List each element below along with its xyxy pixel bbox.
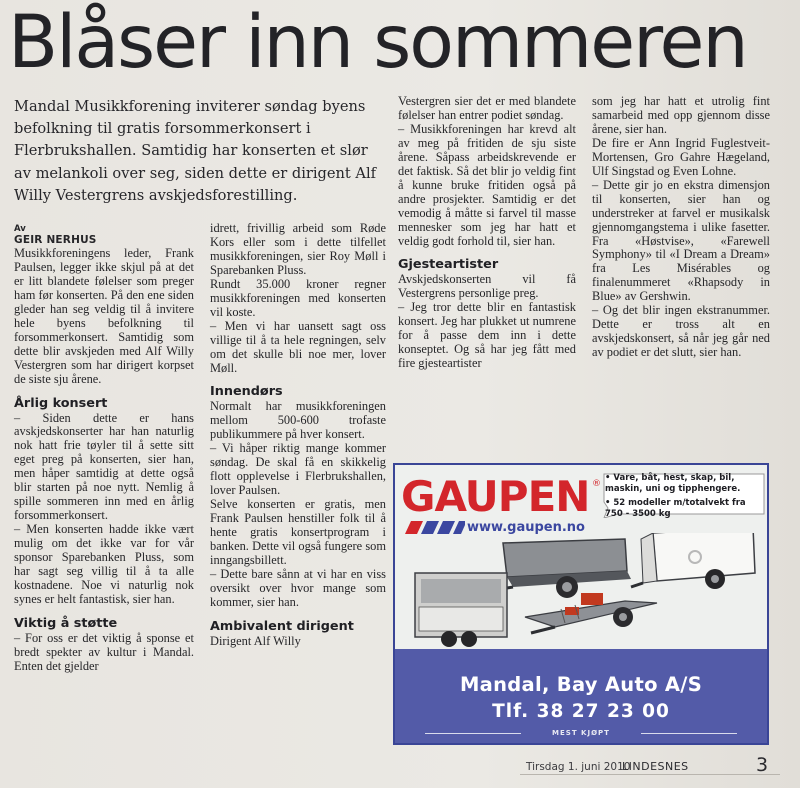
body-paragraph: Normalt har musikkforeningen mellom 500-600 trofaste publikummere på hver konsert.: [210, 399, 386, 442]
body-paragraph: Dirigent Alf Willy: [210, 633, 301, 648]
body-paragraph: – For oss er det viktig å sponse et bredt spekter av kultur i Mandal. Enten det gjelder: [14, 630, 194, 673]
trailers-illustration-icon: [395, 533, 767, 649]
column-2: [210, 222, 386, 649]
column-4: [592, 95, 770, 360]
body-paragraph: Vestergren sier det er med blandete følelser han entrer podiet søndag.: [398, 94, 576, 122]
registered-mark: ®: [592, 479, 601, 489]
subheading: Ambivalent dirigent: [210, 618, 354, 634]
headline: Blåser inn sommeren: [8, 0, 747, 85]
body-paragraph: – Dette bare sånn at vi har en viss oversikt over hvor mange som kommer, sier han.: [210, 566, 386, 609]
body-paragraph: – Men vi har uansett sagt oss villige til å ta hele regningen, selv om det skulle bli noe mer, lover Møll.: [210, 318, 386, 375]
gaupen-advertisement: [393, 463, 769, 745]
body-paragraph: – Vi håper riktig mange kommer søndag. De skal få en skikkelig flott opplevelse i Flerbrukshallen, lover Paulsen.: [210, 441, 386, 498]
ad-bullet: • 52 modeller m/totalvekt fra 750 - 3500 kg: [605, 498, 746, 519]
body-paragraph: Avskjedskonserten vil få Vestergrens personlige preg.: [398, 272, 576, 301]
body-paragraph: – Jeg tror dette blir en fantastisk konsert. Jeg har plukket ut numrene for å passe dem inn i dette konseptet. Og så har jeg fått med fire gjesteartister: [398, 300, 576, 371]
body-paragraph: – Dette gir jo en ekstra dimensjon til konserten, sier han og understreker at farvel er musikalsk gjennomgangstema i ulike fasetter. Fra «Høstvise», «Farewell Symphony» til «I Dream a Dream» fra Les Misérables og finalenummeret «Rhapsody in Blue» av Gershwin.: [592, 177, 770, 304]
subheading: Gjesteartister: [398, 257, 499, 273]
ad-dealer-name: Mandal, Bay Auto A/S: [459, 673, 703, 696]
body-paragraph: – Og det blir ingen ekstranummer. Dette er tross alt en avskjedskonsert, så når jeg går ned av podiet er det slutt, sier han.: [592, 303, 770, 360]
subheading: Viktig å støtte: [14, 615, 118, 631]
page-number: 3: [756, 754, 769, 776]
ad-tagline: MEST KJØPT: [552, 729, 610, 737]
byline-prefix: Av: [14, 224, 26, 234]
column-3: [398, 95, 576, 371]
byline-author: GEIR NERHUS: [14, 234, 97, 246]
ad-bullets: [605, 473, 765, 520]
body-paragraph: – Siden dette er hans avskjedskonserter har han naturlig nok hatt frie tøyler til å sette sitt eget preg på konserten, sier han, men håper samtidig at dette også blir starten på noe nytt. Nemlig å spille sommeren inn med en årlig forsommerkonsert.: [14, 410, 194, 523]
ad-phone: Tlf. 38 27 23 00: [492, 701, 670, 722]
body-paragraph: som jeg har hatt et utrolig fint samarbeid med opp gjennom disse årene, sier han.: [592, 94, 770, 136]
ad-brand-logo: GAUPEN: [401, 472, 590, 521]
footer-date: Tirsdag 1. juni 2010: [526, 761, 631, 773]
footer-publication: LINDESNES: [622, 760, 689, 773]
body-paragraph: Rundt 35.000 kroner regner musikkforeningen med konserten vil koste.: [210, 276, 386, 319]
ad-url: www.gaupen.no: [467, 520, 585, 535]
column-1: [14, 224, 194, 674]
body-paragraph: Musikkforeningens leder, Frank Paulsen, legger ikke skjul på at det er litt blandete følelser som preger ham før konserten. På den ene siden gleder han seg veldig til å invitere hele byens befolkning til forsommerkonsert. Samtidig som dette blir avskjeden med Alf Willy Vestergren som har dirigert korpset de siste sju årene.: [14, 246, 194, 386]
lead-paragraph: Mandal Musikkforening inviterer søndag byens befolkning til gratis forsommerkonsert i Flerbrukshallen. Samtidig har konserten et slør av melankoli over seg, siden dette er dirigent Alf Willy Vestergrens avskjedsforestilling.: [14, 98, 377, 204]
footer-rule: [520, 774, 780, 775]
ad-bullet: • Vare, båt, hest, skap, bil, maskin, uni og tipphengere.: [605, 473, 741, 494]
body-paragraph: – Musikkforeningen har krevd alt av meg på fritiden de sju siste årene. Såpass arbeidskrevende er det faktisk. Så det blir jo veldig fint å kunne bruke fritiden også på andre prosjekter. Samtidig er det vemodig å måtte si farvel til masse mennesker som jeg har hatt et veldig godt forhold til, sier han.: [398, 121, 576, 248]
body-paragraph: – Men konserten hadde ikke vært mulig om det ikke var for vår sponsor Sparebanken Pluss, som har sagt seg villig til å ta alle kostnadene. Noe vi naturlig nok synes er helt fantastisk, sier han.: [14, 522, 194, 606]
body-paragraph: Selve konserten er gratis, men Frank Paulsen henstiller folk til å hente gratis konsertprogram i banken. Dette vil også fungere som inngangsbillett.: [210, 497, 386, 567]
subheading: Innendørs: [210, 384, 283, 400]
subheading: Årlig konsert: [14, 395, 108, 411]
body-paragraph: idrett, frivillig arbeid som Røde Kors eller som i dette tilfellet musikkforeningen, sier Roy Møll i Sparebanken Pluss.: [210, 221, 386, 277]
body-paragraph: De fire er Ann Ingrid Fuglestveit-Mortensen, Gro Gahre Hægeland, Ulf Singstad og Even Lohne.: [592, 135, 770, 178]
